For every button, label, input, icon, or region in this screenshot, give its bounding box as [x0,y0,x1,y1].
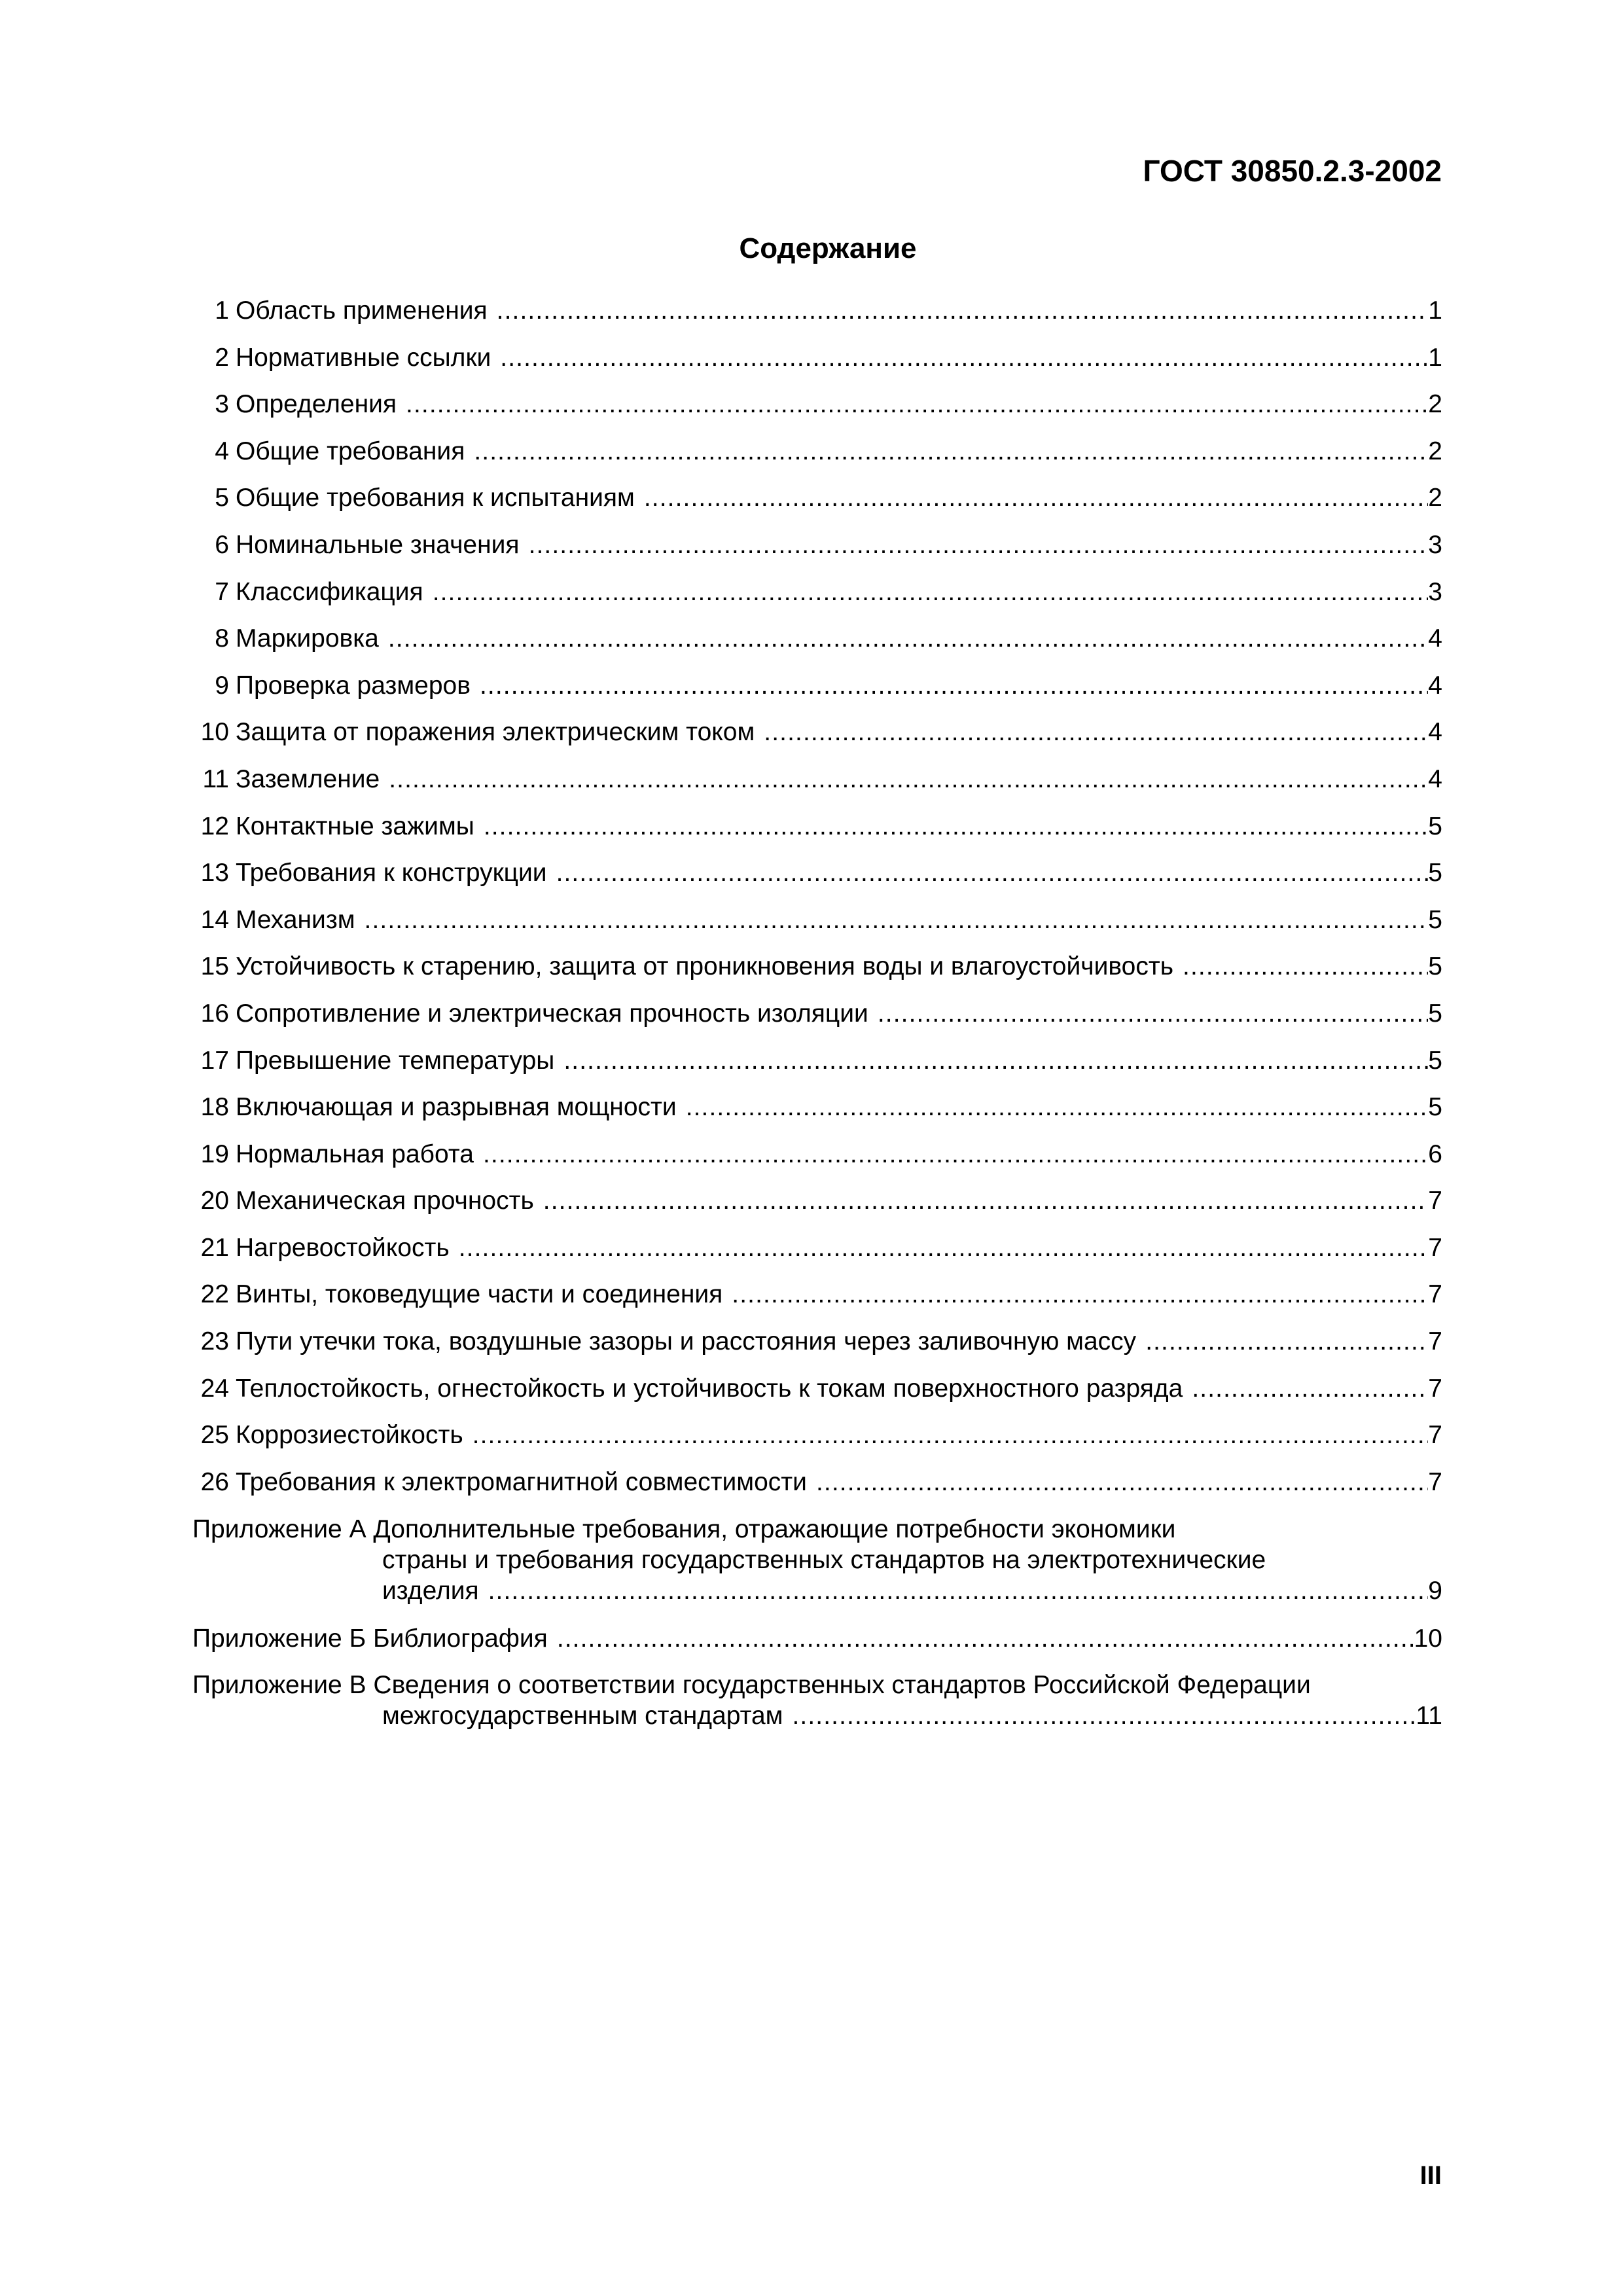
toc-annex-b[interactable] [192,1623,1442,1654]
toc-item-title: Винты, токоведущие части и соединения [236,1280,723,1309]
toc-item-page: 2 [1428,390,1442,419]
toc-item[interactable] [192,1186,1442,1233]
toc-leader-dots [365,905,1429,935]
toc-item[interactable] [192,1046,1442,1093]
toc-item-number: 16 [200,999,229,1028]
toc-leader-dots [563,1046,1428,1076]
toc-leader-dots [389,764,1428,795]
toc-item-page: 7 [1428,1280,1442,1309]
toc-item-title: Нормативные ссылки [236,343,491,372]
toc-item-number: 10 [200,718,229,747]
annex-b-line-1 [192,1623,1442,1654]
toc-item-number: 19 [200,1139,229,1168]
toc-item[interactable] [192,389,1442,437]
toc-title: Содержание [739,232,917,264]
toc-item-number: 6 [215,530,229,559]
toc-leader-dots [764,717,1428,747]
toc-leader-dots [732,1280,1428,1310]
toc-leader-dots [480,671,1428,701]
toc-item-title: Механическая прочность [236,1187,534,1215]
annex-b-title: Приложение Б Библиография [192,1624,548,1653]
toc-item[interactable] [192,437,1442,484]
toc-item-title: Превышение температуры [236,1046,555,1075]
toc-item-title: Проверка размеров [236,671,471,700]
toc-item-title: Механизм [236,905,355,934]
toc-item-title: Защита от поражения электрическим током [236,718,755,747]
toc-item-title: Заземление [236,764,380,793]
toc-item-page: 7 [1428,1421,1442,1450]
toc-annex-a[interactable] [192,1514,1442,1606]
toc-item-number: 5 [215,484,229,512]
toc-item[interactable] [192,1092,1442,1139]
toc-item-page: 5 [1428,1046,1442,1075]
toc-item-number: 12 [200,812,229,840]
toc-leader-dots [433,577,1429,607]
toc-item[interactable] [192,952,1442,999]
toc-item[interactable] [192,1327,1442,1374]
toc-item-title: Определения [236,390,397,419]
annex-a-line-2: страны и требования государственных стандартов на электротехнические [382,1546,1266,1575]
toc-leader-dots [557,1623,1414,1654]
document-code: ГОСТ 30850.2.3-2002 [1143,154,1442,188]
toc-item-page: 5 [1428,859,1442,888]
toc-item[interactable] [192,858,1442,905]
toc-item[interactable] [192,577,1442,624]
toc-leader-dots [388,624,1428,654]
toc-leader-dots [556,858,1429,888]
toc-item[interactable] [192,296,1442,343]
toc-leader-dots [543,1186,1429,1216]
toc-item-page: 3 [1428,530,1442,559]
annex-c-line-1: Приложение В Сведения о соответствии государственных стандартов Российской Федерации [192,1671,1311,1700]
toc-item-title: Классификация [236,577,423,606]
toc-item-title: Теплостойкость, огнестойкость и устойчивость к токам поверхностного разряда [236,1374,1183,1403]
toc-item-page: 5 [1428,1093,1442,1122]
toc-item-page: 3 [1428,577,1442,606]
toc-item[interactable] [192,1420,1442,1467]
toc-item-title: Нагревостойкость [236,1233,450,1262]
toc-item-number: 9 [215,671,229,700]
toc-item-page: 7 [1428,1233,1442,1262]
toc-item[interactable] [192,624,1442,671]
toc-item[interactable] [192,1139,1442,1187]
page-number: III [1419,2161,1442,2190]
toc-leader-dots [878,999,1428,1029]
toc-item[interactable] [192,812,1442,859]
toc-item-page: 2 [1428,437,1442,465]
toc-item-title: Номинальные значения [236,530,520,559]
toc-leader-dots [473,1420,1429,1450]
toc-item-number: 7 [215,577,229,606]
table-of-contents [192,296,1442,1731]
toc-item[interactable] [192,717,1442,764]
toc-item-page: 6 [1428,1139,1442,1168]
toc-item[interactable] [192,483,1442,530]
toc-item[interactable] [192,1233,1442,1280]
toc-item-page: 2 [1428,484,1442,512]
toc-item-page: 4 [1428,671,1442,700]
toc-leader-dots [488,1575,1429,1606]
toc-item-page: 7 [1428,1187,1442,1215]
toc-item-title: Маркировка [236,624,379,653]
toc-item-number: 18 [200,1093,229,1122]
toc-item-number: 8 [215,624,229,653]
toc-item-title: Требования к электромагнитной совместимости [236,1467,807,1496]
annex-c-line-2 [192,1700,1442,1731]
toc-leader-dots [1183,952,1428,982]
toc-item-title: Общие требования к испытаниям [236,484,635,512]
toc-item-page: 5 [1428,905,1442,934]
toc-leader-dots [1192,1374,1428,1404]
toc-leader-dots [497,296,1429,326]
toc-item[interactable] [192,1374,1442,1421]
toc-item-number: 24 [200,1374,229,1403]
annex-a-line-3-text: изделия [382,1577,479,1605]
toc-item-title: Общие требования [236,437,465,465]
toc-item-number: 1 [215,296,229,325]
toc-leader-dots [474,437,1428,467]
toc-item-page: 5 [1428,999,1442,1028]
toc-item-page: 1 [1428,296,1442,325]
toc-item-page: 5 [1428,952,1442,981]
toc-item-number: 13 [200,859,229,888]
toc-item-number: 14 [200,905,229,934]
toc-item-number: 11 [202,764,229,793]
toc-item-title: Область применения [236,296,488,325]
toc-item-page: 1 [1428,343,1442,372]
toc-item-number: 26 [200,1467,229,1496]
toc-leader-dots [406,389,1428,420]
toc-item-page: 7 [1428,1467,1442,1496]
toc-item[interactable] [192,764,1442,812]
toc-leader-dots [500,343,1428,373]
toc-item[interactable] [192,1467,1442,1515]
toc-leader-dots [483,1139,1428,1170]
toc-item-page: 4 [1428,718,1442,747]
toc-item-number: 17 [200,1046,229,1075]
toc-item-title: Коррозиестойкость [236,1421,463,1450]
toc-leader-dots [816,1467,1428,1498]
toc-item-number: 15 [200,952,229,981]
toc-item[interactable] [192,905,1442,952]
toc-item[interactable] [192,999,1442,1046]
toc-item-title: Включающая и разрывная мощности [236,1093,677,1122]
toc-item-page: 5 [1428,812,1442,840]
toc-item-title: Устойчивость к старению, защита от проникновения воды и влагоустойчивость [236,952,1174,981]
annex-a-line-1: Приложение А Дополнительные требования, отражающие потребности экономики [192,1515,1176,1544]
toc-item-number: 4 [215,437,229,465]
toc-leader-dots [793,1700,1416,1731]
toc-item-number: 21 [200,1233,229,1262]
toc-item-number: 2 [215,343,229,372]
toc-item-number: 20 [200,1187,229,1215]
toc-leader-dots [529,530,1429,560]
toc-item-title: Нормальная работа [236,1139,474,1168]
toc-annex-c[interactable] [192,1670,1442,1731]
toc-item-page: 7 [1428,1327,1442,1356]
toc-item[interactable] [192,530,1442,577]
toc-leader-dots [1145,1327,1428,1357]
toc-item-number: 23 [200,1327,229,1356]
toc-item-page: 7 [1428,1374,1442,1403]
toc-item-title: Пути утечки тока, воздушные зазоры и расстояния через заливочную массу [236,1327,1137,1356]
annex-a-line-3 [192,1575,1442,1606]
toc-item-page: 10 [1414,1624,1442,1653]
toc-item[interactable] [192,1280,1442,1327]
toc-item-page: 4 [1428,764,1442,793]
toc-item-page: 4 [1428,624,1442,653]
toc-item-number: 22 [200,1280,229,1309]
toc-item-page: 11 [1416,1702,1442,1731]
toc-item-number: 3 [215,390,229,419]
toc-leader-dots [484,812,1428,842]
annex-c-line-2-text: межгосударственным стандартам [382,1702,783,1731]
toc-item-title: Контактные зажимы [236,812,474,840]
toc-item-number: 25 [200,1421,229,1450]
toc-item-title: Требования к конструкции [236,859,547,888]
toc-leader-dots [459,1233,1429,1263]
toc-item-page: 9 [1428,1577,1442,1605]
toc-item[interactable] [192,671,1442,718]
toc-leader-dots [686,1092,1429,1122]
toc-item-title: Сопротивление и электрическая прочность изоляции [236,999,868,1028]
toc-leader-dots [644,483,1428,513]
toc-item[interactable] [192,343,1442,390]
